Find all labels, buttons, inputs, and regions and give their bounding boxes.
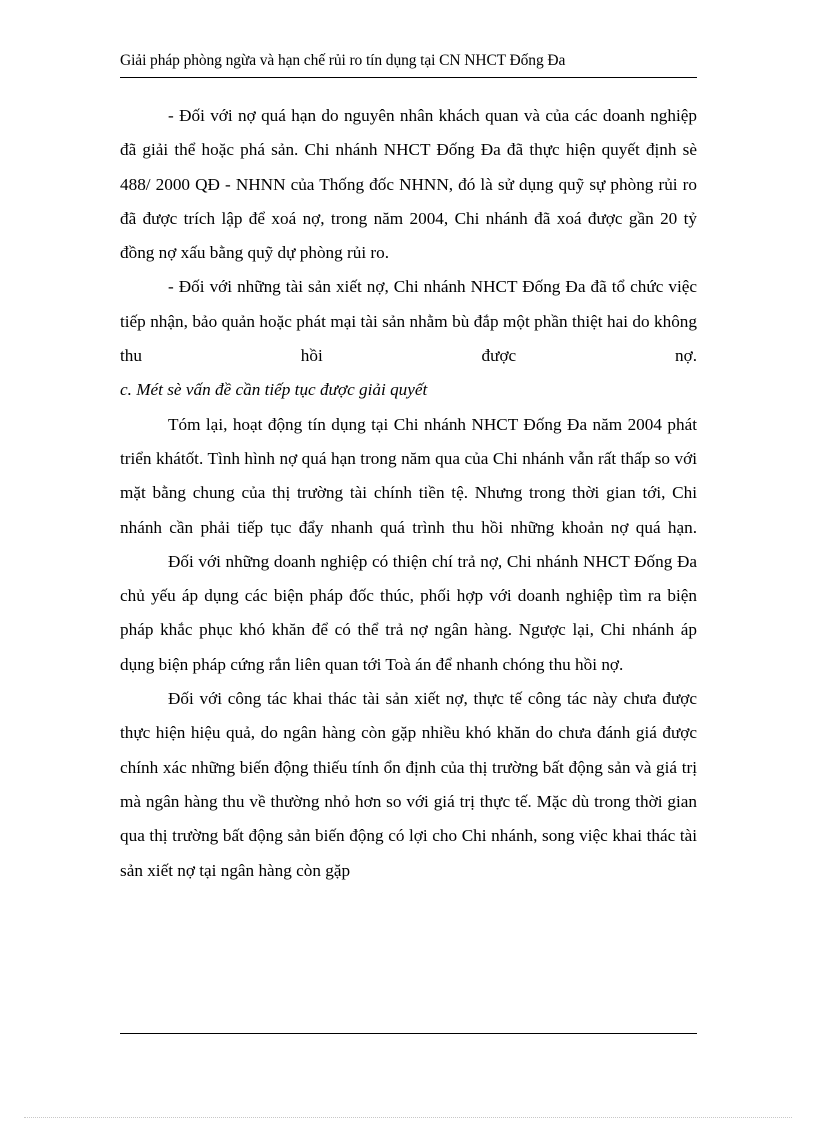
paragraph-bad-debt-writeoff: - Đối với nợ quá hạn do nguyên nhân khách quan và của các doanh nghiệp đã giải thể hoặc phá sản. Chi nhánh NHCT Đống Đa đã thực hiện quyết định sè 488/ 2000 QĐ - NHNN của Thống đốc NHNN, đó là sử dụng quỹ sự phòng rủi ro đã được trích lập để xoá nợ, trong năm 2004, Chi nhánh đã xoá được gần 20 tỷ đồng nợ xấu bằng quỹ dự phòng rủi ro. bbox=[120, 106, 697, 263]
header-rule bbox=[120, 77, 697, 78]
paragraph-summary: Tóm lại, hoạt động tín dụng tại Chi nhánh NHCT Đống Đa năm 2004 phát triển khátốt. Tình hình nợ quá hạn trong năm qua của Chi nhánh vẫn rất thấp so với mặt bằng chung của thị trường tài chính tiền tệ. Nhưng trong thời gian tới, Chi nhánh cần phải tiếp tục đẩy nhanh quá trình thu hồi những khoản nợ quá hạn. bbox=[120, 414, 697, 537]
body-text bbox=[120, 99, 697, 888]
paragraph-asset-exploitation: Đối với công tác khai thác tài sản xiết nợ, thực tế công tác này chưa được thực hiện hiệu quả, do ngân hàng còn gặp nhiều khó khăn do chưa đánh giá được chính xác những biến động thiếu tính ổn định của thị trường bất động sản và giá trị mà ngân hàng thu về thường nhỏ hơn so với giá trị thực tế. Mặc dù trong thời gian qua thị trường bất động sản biến động có lợi cho Chi nhánh, song việc khai thác tài sản xiết nợ tại ngân hàng còn gặp bbox=[120, 689, 697, 880]
section-subheading: c. Mét sè vấn đề cần tiếp tục được giải quyết bbox=[120, 380, 428, 400]
paragraph-cooperative-enterprises: Đối với những doanh nghiệp có thiện chí trả nợ, Chi nhánh NHCT Đống Đa chủ yếu áp dụng các biện pháp đốc thúc, phối hợp với doanh nghiệp tìm ra biện pháp khắc phục khó khăn để có thể trả nợ ngân hàng. Ngược lại, Chi nhánh áp dụng biện pháp cứng rắn liên quan tới Toà án để nhanh chóng thu hồi nợ. bbox=[120, 551, 697, 674]
footer-rule bbox=[120, 1033, 697, 1034]
paragraph-seized-assets: - Đối với những tài sản xiết nợ, Chi nhánh NHCT Đống Đa đã tổ chức việc tiếp nhận, bảo quản hoặc phát mại tài sản nhằm bù đắp một phần thiệt hai do không thu hồi được nợ. bbox=[120, 277, 697, 366]
running-header: Giải pháp phòng ngừa và hạn chế rủi ro tín dụng tại CN NHCT Đống Đa bbox=[120, 52, 566, 69]
page-bottom-dotted-line bbox=[24, 1117, 792, 1118]
